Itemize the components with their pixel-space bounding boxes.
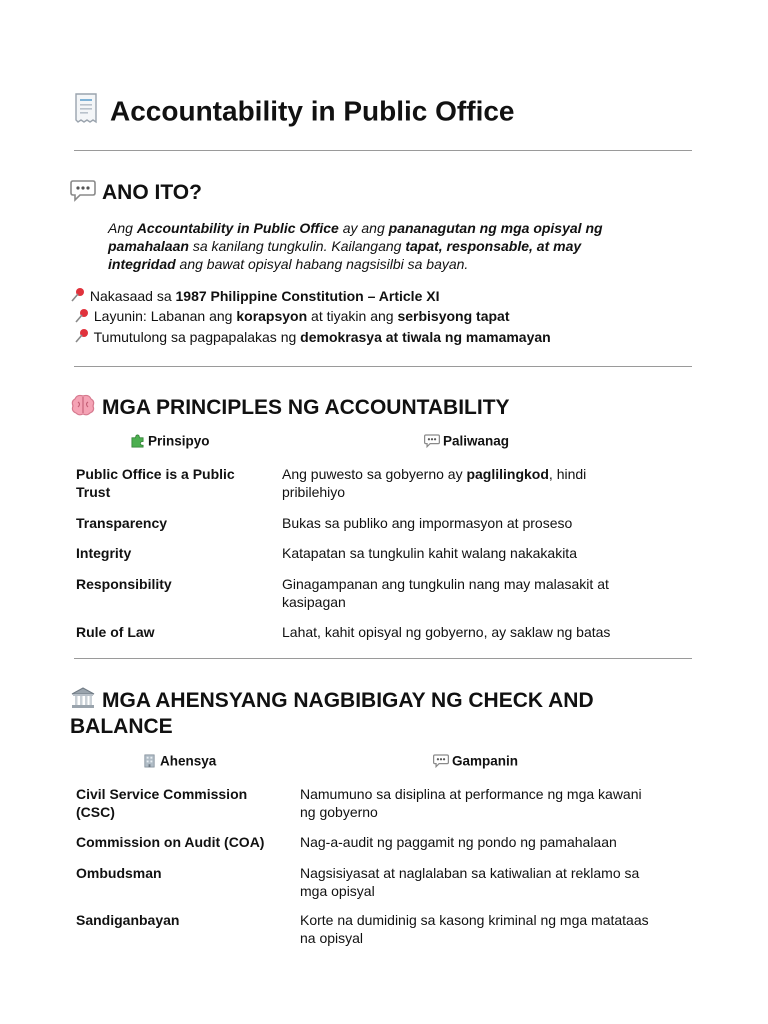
section-heading-text: MGA AHENSYANG NAGBIBIGAY NG CHECK AND — [102, 689, 594, 713]
brain-icon — [70, 393, 96, 424]
definition-quote — [108, 219, 628, 273]
header-text: Prinsipyo — [148, 433, 210, 449]
column-header-gampanin — [433, 753, 518, 771]
divider — [74, 150, 692, 151]
puzzle-piece-icon — [130, 433, 145, 451]
table-cell-explanation: Bukas sa publiko ang impormasyon at proseso — [282, 515, 573, 531]
table-cell-principle: Transparency — [76, 515, 168, 531]
text: ang bawat opisyal habang nagsisilbi sa bayan. — [175, 256, 469, 272]
section-heading-text: MGA PRINCIPLES NG ACCOUNTABILITY — [102, 396, 510, 420]
header-text: Gampanin — [452, 753, 519, 769]
section-heading-text: ANO ITO? — [102, 181, 202, 205]
table-cell-role: Nagsisiyasat at naglalaban sa katiwalian at reklamo sa mga opisyal — [300, 865, 640, 899]
table-cell-principle: Integrity — [76, 545, 132, 561]
text: Nakasaad sa — [89, 288, 176, 304]
pushpin-icon — [74, 308, 90, 328]
office-building-icon — [142, 753, 157, 771]
page-title: Accountability in Public Office — [110, 95, 515, 127]
text: sa kanilang tungkulin. Kailangang — [188, 238, 406, 254]
page-title-row — [70, 92, 515, 134]
text: Tumutulong sa pagpapalakas ng — [93, 328, 301, 345]
list-item — [70, 307, 551, 327]
text: Ang — [108, 220, 137, 236]
divider — [74, 658, 692, 659]
speech-bubble-icon — [433, 753, 449, 771]
table-cell-agency: Sandiganbayan — [76, 912, 180, 928]
text: Layunin: Labanan ang — [93, 308, 237, 325]
table-cell-agency: Ombudsman — [76, 865, 162, 881]
bold-text: Accountability in Public Office — [136, 220, 339, 236]
pushpin-icon — [74, 328, 90, 348]
text: , hindi pribilehiyo — [282, 466, 587, 500]
bold-text: korapsyon — [236, 308, 308, 325]
divider — [74, 366, 692, 367]
speech-bubble-icon — [424, 433, 440, 451]
table-cell-principle: Rule of Law — [76, 624, 155, 640]
header-text: Paliwanag — [443, 433, 510, 449]
table-cell-explanation: Lahat, kahit opisyal ng gobyerno, ay saklaw ng batas — [282, 624, 611, 640]
column-header-paliwanag — [424, 433, 509, 451]
table-cell-role: Namumuno sa disiplina at performance ng mga kawani ng gobyerno — [300, 786, 642, 820]
list-item — [70, 328, 551, 348]
list-item — [70, 287, 551, 307]
bold-text: demokrasya at tiwala ng mamamayan — [300, 328, 551, 345]
section-heading-ano-ito — [70, 178, 202, 209]
column-header-prinsipyo — [130, 433, 210, 451]
pushpin-icon — [70, 287, 86, 307]
header-text: Ahensya — [160, 753, 217, 769]
text: Ang puwesto sa gobyerno ay — [282, 466, 467, 482]
table-cell-explanation — [282, 465, 632, 501]
table-cell-explanation: Katapatan sa tungkulin kahit walang nakakakita — [282, 545, 577, 561]
section-heading-continued: BALANCE — [70, 715, 173, 738]
speech-bubble-icon — [70, 178, 96, 209]
table-cell-agency: Civil Service Commission (CSC) — [76, 786, 248, 820]
text: ay ang — [338, 220, 389, 236]
bold-text: paglilingkod — [466, 466, 549, 482]
text: at tiyakin ang — [307, 308, 398, 325]
bold-text: 1987 Philippine Constitution – Article XI — [175, 288, 440, 304]
table-cell-agency: Commission on Audit (COA) — [76, 834, 265, 850]
table-cell-explanation: Ginagampanan ang tungkulin nang may malasakit at kasipagan — [282, 576, 609, 610]
table-cell-principle: Public Office is a Public Trust — [76, 466, 235, 500]
bold-text: pananagutan ng mga opisyal ng pamahalaan — [108, 220, 603, 254]
bullet-list — [70, 287, 551, 348]
bold-text: serbisyong tapat — [397, 308, 510, 325]
table-cell-role: Nag-a-audit ng paggamit ng pondo ng pamahalaan — [300, 834, 617, 850]
section-heading-principles — [70, 393, 510, 424]
column-header-ahensya — [142, 753, 216, 771]
table-cell-role: Korte na dumidinig sa kasong kriminal ng mga matataas na opisyal — [300, 912, 649, 946]
bold-text: tapat, responsable, at may integridad — [108, 238, 582, 272]
receipt-icon — [70, 92, 102, 134]
table-cell-principle: Responsibility — [76, 576, 172, 592]
